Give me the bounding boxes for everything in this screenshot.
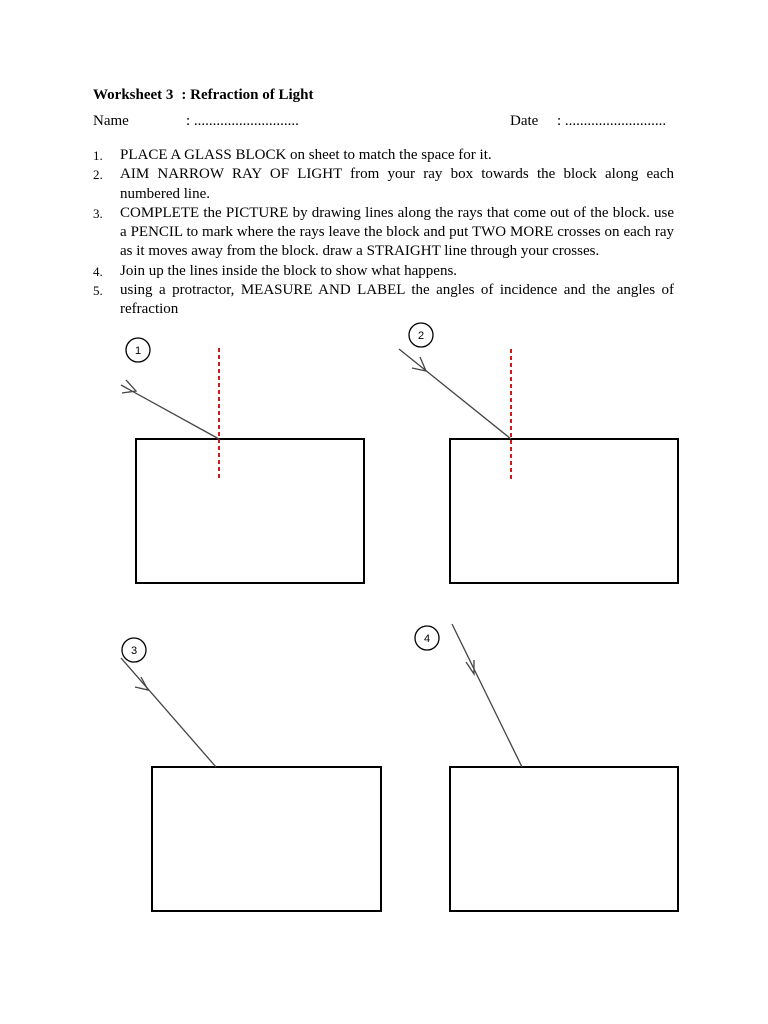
date-field[interactable]: : ........................... [557, 113, 667, 129]
diagram-number: 1 [134, 345, 142, 357]
name-field[interactable]: : ............................ [186, 113, 299, 129]
incident-ray [121, 658, 216, 767]
instruction-text: using a protractor, MEASURE AND LABEL the angles of incidence and the angles of refraction [120, 282, 674, 318]
instruction-number: 3. [93, 205, 103, 221]
glass-block-outline [152, 767, 381, 911]
glass-block-outline [450, 439, 678, 583]
instruction-text: PLACE A GLASS BLOCK on sheet to match the space for it. [120, 147, 492, 163]
incident-ray [399, 349, 511, 439]
worksheet-subtitle: : Refraction of Light [181, 87, 314, 103]
instruction-number: 1. [93, 148, 103, 163]
instruction-number: 5. [93, 283, 103, 299]
instruction-text: AIM NARROW RAY OF LIGHT from your ray box towards the block along each numbered line. [120, 166, 674, 202]
instruction-number: 2. [93, 167, 103, 183]
diagram-4 [415, 624, 678, 911]
instruction-number: 4. [93, 263, 103, 279]
worksheet-title-text: Worksheet 3 [93, 87, 174, 103]
instruction-text: Join up the lines inside the block to show what happens. [120, 262, 458, 279]
glass-block-outline [450, 767, 678, 911]
diagram-1 [121, 338, 364, 583]
instruction-text: COMPLETE the PICTURE by drawing lines along the rays that come out of the block. use a PENCIL to mark where the rays leave the block and put TWO MORE crosses on each ray as it moves away from the block. draw a STRAIGHT line through your crosses. [120, 204, 674, 260]
ray-arrow-icon [135, 677, 148, 690]
diagram-2 [399, 323, 678, 583]
incident-ray [121, 385, 219, 439]
diagram-3 [121, 638, 381, 911]
date-label: Date [510, 113, 539, 129]
incident-ray [452, 624, 522, 767]
glass-block-outline [136, 439, 364, 583]
name-label: Name [93, 113, 129, 129]
diagram-number: 4 [423, 633, 431, 645]
diagram-number: 2 [417, 330, 425, 342]
diagram-number: 3 [130, 645, 138, 657]
